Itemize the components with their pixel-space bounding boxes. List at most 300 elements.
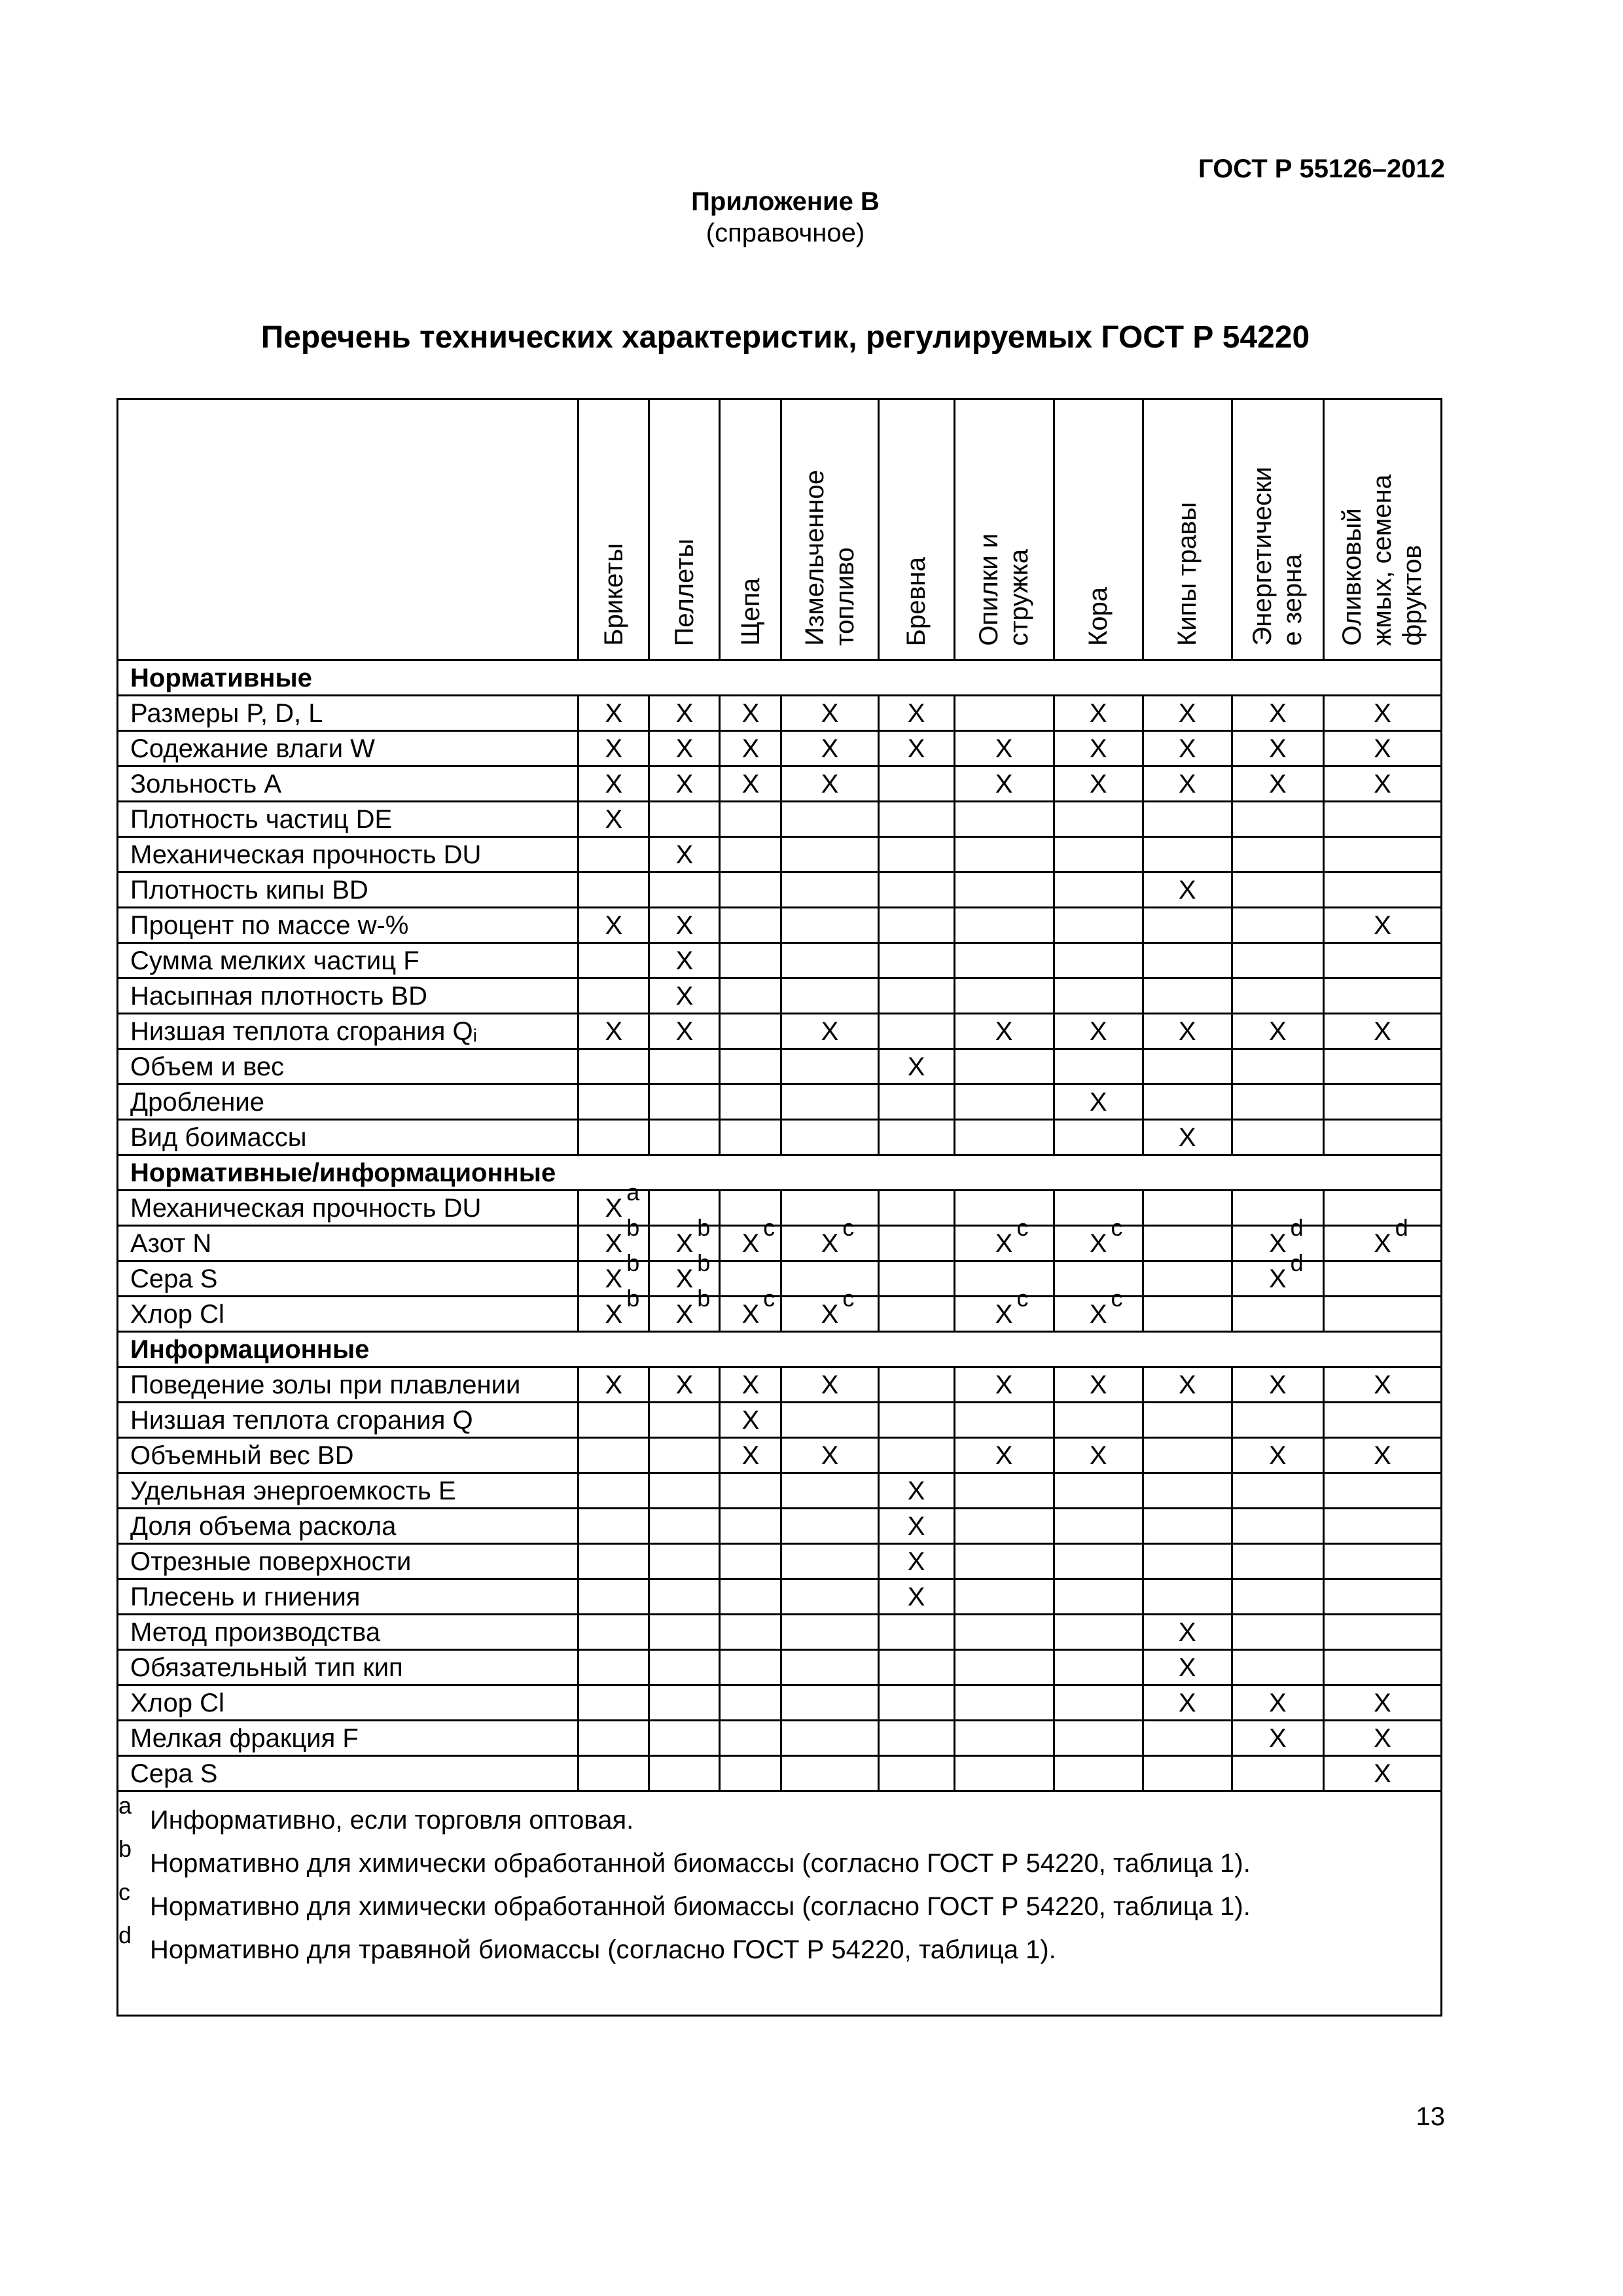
- cell-footnote-marker: b: [626, 1285, 640, 1312]
- row-label: Процент по массе w-%: [118, 908, 579, 943]
- cell-mark: X: [821, 734, 839, 763]
- table-cell: [1054, 731, 1143, 766]
- table-cell: [649, 943, 720, 978]
- table-cell: [649, 1615, 720, 1650]
- table-cell: [579, 1438, 649, 1473]
- table-cell: [781, 1544, 878, 1579]
- row-label: Насыпная плотность BD: [118, 978, 579, 1014]
- row-label: Азот N: [118, 1226, 579, 1261]
- cell-mark: X: [1374, 1688, 1391, 1717]
- section-row: [118, 1155, 1442, 1191]
- column-header: [1232, 399, 1323, 660]
- table-cell: [720, 1721, 781, 1756]
- table-cell: [579, 837, 649, 872]
- cell-footnote-marker: d: [1290, 1214, 1304, 1241]
- page-number: 13: [1416, 2102, 1445, 2131]
- table-cell: [720, 1403, 781, 1438]
- table-cell: [1143, 1721, 1232, 1756]
- table-cell: [878, 1049, 954, 1085]
- table-cell: [720, 1509, 781, 1544]
- cell-mark: X: [675, 698, 694, 728]
- cell-mark: X: [741, 769, 760, 798]
- table-cell: [649, 872, 720, 908]
- table-cell: [579, 696, 649, 731]
- table-cell: [1054, 1579, 1143, 1615]
- table-cell: [878, 1226, 954, 1261]
- cell-mark: X: [1178, 769, 1196, 798]
- cell-mark: X: [1374, 1759, 1391, 1788]
- table-cell: [878, 1509, 954, 1544]
- table-cell: [1054, 908, 1143, 943]
- table-cell: [1232, 1756, 1323, 1791]
- document-title: Перечень технических характеристик, регулируемых ГОСТ Р 54220: [260, 320, 1310, 355]
- table-cell: [954, 802, 1054, 837]
- cell-mark: X: [605, 1264, 623, 1293]
- table-cell: [878, 908, 954, 943]
- table-cell: [649, 1367, 720, 1403]
- cell-mark: X: [741, 698, 760, 728]
- table-cell: [1232, 943, 1323, 978]
- table-cell: [781, 1120, 878, 1155]
- footnote-letter: a: [118, 1792, 132, 1819]
- column-header: [649, 399, 720, 660]
- table-cell: [649, 696, 720, 731]
- table-cell: [1054, 1285, 1143, 1332]
- table-cell: [1143, 1226, 1232, 1261]
- cell-mark: X: [907, 1547, 925, 1576]
- table-cell: [1232, 1214, 1323, 1261]
- table-cell: [1054, 1214, 1143, 1261]
- table-cell: [1143, 766, 1232, 802]
- column-header-label: Пеллеты: [669, 538, 699, 646]
- cell-mark: X: [1178, 1688, 1196, 1717]
- cell-mark: X: [605, 1016, 623, 1046]
- row-label: Плотность частиц DE: [118, 802, 579, 837]
- table-cell: [1232, 696, 1323, 731]
- table-cell: [954, 837, 1054, 872]
- table-cell: [781, 766, 878, 802]
- table-cell: [720, 978, 781, 1014]
- table-cell: [954, 1650, 1054, 1685]
- cell-mark: X: [1374, 734, 1391, 763]
- row-label: Сера S: [118, 1261, 579, 1297]
- table-cell: [781, 1473, 878, 1509]
- table-cell: [579, 1615, 649, 1650]
- table-cell: [649, 1685, 720, 1721]
- section-title: Нормативные/информационные: [118, 1155, 1442, 1191]
- table-row: [118, 872, 1442, 908]
- table-cell: [878, 872, 954, 908]
- table-cell: [1054, 978, 1143, 1014]
- table-cell: [1323, 1214, 1441, 1261]
- table-row: [118, 1615, 1442, 1650]
- table-row: [118, 766, 1442, 802]
- column-header-label: Оливковый жмых, семена фруктов: [1338, 475, 1427, 646]
- table-cell: [1232, 1367, 1323, 1403]
- table-cell: [1323, 731, 1441, 766]
- row-label: Обязательный тип кип: [118, 1650, 579, 1685]
- cell-mark: X: [1268, 1264, 1287, 1293]
- table-cell: [1323, 1261, 1441, 1297]
- table-cell: [720, 1615, 781, 1650]
- row-label: Вид боимассы: [118, 1120, 579, 1155]
- cell-mark: X: [1268, 698, 1287, 728]
- table-row: [118, 1509, 1442, 1544]
- column-header: [781, 399, 878, 660]
- table-cell: [579, 1367, 649, 1403]
- table-cell: [1143, 1297, 1232, 1332]
- cell-footnote-marker: b: [697, 1214, 711, 1241]
- table-cell: [781, 1579, 878, 1615]
- table-row: [118, 1191, 1442, 1226]
- footnote-letter: b: [118, 1835, 132, 1862]
- table-cell: [781, 1650, 878, 1685]
- table-cell: [1232, 731, 1323, 766]
- table-cell: [720, 1014, 781, 1049]
- cell-mark: X: [675, 910, 694, 940]
- table-cell: [1323, 1438, 1441, 1473]
- table-cell: [781, 1367, 878, 1403]
- table-cell: [649, 1579, 720, 1615]
- table-cell: [878, 1367, 954, 1403]
- table-cell: [720, 908, 781, 943]
- cell-footnote-marker: c: [1111, 1214, 1123, 1241]
- table-cell: [1323, 766, 1441, 802]
- row-label: Доля объема раскола: [118, 1509, 579, 1544]
- table-cell: [649, 1756, 720, 1791]
- table-cell: [720, 696, 781, 731]
- table-cell: [720, 943, 781, 978]
- table-cell: [954, 696, 1054, 731]
- table-cell: [1323, 1615, 1441, 1650]
- table-cell: [1143, 1367, 1232, 1403]
- table-cell: [1054, 1014, 1143, 1049]
- table-cell: [1323, 1756, 1441, 1791]
- table-cell: [720, 1650, 781, 1685]
- column-header-label: Опилки и стружка: [974, 533, 1034, 646]
- table-cell: [720, 1049, 781, 1085]
- table-cell: [781, 1721, 878, 1756]
- table-cell: [579, 1650, 649, 1685]
- cell-mark: X: [995, 734, 1013, 763]
- footnote-text: Нормативно для химически обработанной биомассы (согласно ГОСТ Р 54220, таблица 1).: [150, 1892, 1251, 1921]
- table-row: [118, 1473, 1442, 1509]
- table-cell: [720, 1473, 781, 1509]
- table-cell: [1232, 1085, 1323, 1120]
- table-row: [118, 1297, 1442, 1332]
- table-cell: [954, 1049, 1054, 1085]
- cell-mark: X: [741, 734, 760, 763]
- table-cell: [1232, 872, 1323, 908]
- row-label: Отрезные поверхности: [118, 1544, 579, 1579]
- table-cell: [1143, 837, 1232, 872]
- table-cell: [878, 1544, 954, 1579]
- column-header: [1143, 399, 1232, 660]
- table-cell: [1054, 1438, 1143, 1473]
- cell-mark: X: [675, 1299, 694, 1329]
- table-cell: [781, 908, 878, 943]
- table-cell: [1232, 908, 1323, 943]
- row-label: Сера S: [118, 1756, 579, 1791]
- cell-mark: X: [675, 1016, 694, 1046]
- cell-mark: X: [605, 734, 623, 763]
- document-code: ГОСТ Р 55126–2012: [1198, 154, 1445, 183]
- cell-mark: X: [1268, 734, 1287, 763]
- table-cell: [1232, 1509, 1323, 1544]
- table-row: [118, 1579, 1442, 1615]
- cell-mark: X: [821, 698, 839, 728]
- cell-footnote-marker: c: [842, 1285, 855, 1312]
- table-cell: [954, 1014, 1054, 1049]
- appendix-subtitle: (справочное): [705, 219, 865, 247]
- table-cell: [1054, 1685, 1143, 1721]
- row-label: Дробление: [118, 1085, 579, 1120]
- row-label: Хлор Cl: [118, 1685, 579, 1721]
- cell-mark: X: [1178, 734, 1196, 763]
- cell-footnote-marker: c: [763, 1285, 776, 1312]
- table-cell: [1143, 1191, 1232, 1226]
- table-cell: [1323, 1297, 1441, 1332]
- table-cell: [1323, 1473, 1441, 1509]
- row-label: Хлор Cl: [118, 1297, 579, 1332]
- table-cell: [1143, 1650, 1232, 1685]
- row-label: Низшая теплота сгорания Qᵢ: [118, 1014, 579, 1049]
- cell-mark: X: [1374, 698, 1391, 728]
- table-cell: [579, 766, 649, 802]
- table-cell: [878, 802, 954, 837]
- column-header: [954, 399, 1054, 660]
- table-cell: [1323, 1544, 1441, 1579]
- table-cell: [1323, 1085, 1441, 1120]
- table-cell: [649, 1721, 720, 1756]
- table-cell: [1323, 1403, 1441, 1438]
- table-cell: [720, 1579, 781, 1615]
- table-cell: [1232, 978, 1323, 1014]
- cell-footnote-marker: c: [1111, 1285, 1123, 1312]
- table-cell: [1232, 766, 1323, 802]
- table-cell: [1054, 1120, 1143, 1155]
- table-cell: [1054, 872, 1143, 908]
- table-cell: [878, 1579, 954, 1615]
- cell-footnote-marker: b: [626, 1249, 640, 1276]
- row-label: Поведение золы при плавлении: [118, 1367, 579, 1403]
- footnote-text: Нормативно для травяной биомассы (согласно ГОСТ Р 54220, таблица 1).: [150, 1935, 1056, 1964]
- table-cell: [1143, 1120, 1232, 1155]
- table-cell: [781, 1285, 878, 1332]
- table-cell: [1143, 1509, 1232, 1544]
- cell-mark: X: [1268, 1016, 1287, 1046]
- table-cell: [781, 1261, 878, 1297]
- row-label: Метод производства: [118, 1615, 579, 1650]
- table-cell: [781, 1685, 878, 1721]
- table-cell: [1143, 872, 1232, 908]
- table-cell: [1232, 1544, 1323, 1579]
- table-cell: [781, 1615, 878, 1650]
- table-row: [118, 837, 1442, 872]
- table-cell: [954, 1403, 1054, 1438]
- cell-mark: X: [1268, 1723, 1287, 1753]
- table-row: [118, 1014, 1442, 1049]
- cell-mark: X: [675, 946, 694, 975]
- table-cell: [954, 1473, 1054, 1509]
- cell-mark: X: [1178, 1617, 1196, 1647]
- cell-mark: X: [675, 1370, 694, 1399]
- cell-mark: X: [1178, 1016, 1196, 1046]
- table-cell: [1323, 1191, 1441, 1226]
- table-cell: [579, 1756, 649, 1791]
- table-cell: [954, 1085, 1054, 1120]
- cell-footnote-marker: c: [1016, 1285, 1029, 1312]
- table-cell: [720, 1544, 781, 1579]
- table-cell: [1054, 696, 1143, 731]
- table-cell: [720, 1085, 781, 1120]
- table-cell: [954, 1261, 1054, 1297]
- table-row: [118, 696, 1442, 731]
- table-cell: [649, 1438, 720, 1473]
- table-cell: [649, 1473, 720, 1509]
- table-cell: [720, 1438, 781, 1473]
- table-cell: [1143, 1756, 1232, 1791]
- table-cell: [649, 1014, 720, 1049]
- table-cell: [1232, 1120, 1323, 1155]
- cell-footnote-marker: c: [842, 1214, 855, 1241]
- column-header-label: Кипы травы: [1173, 502, 1202, 646]
- table-row: [118, 1756, 1442, 1791]
- column-header-label: Бревна: [902, 556, 931, 646]
- cell-footnote-marker: b: [697, 1249, 711, 1276]
- table-cell: [1054, 1509, 1143, 1544]
- table-cell: [649, 731, 720, 766]
- cell-mark: X: [605, 698, 623, 728]
- header-corner: [118, 399, 579, 660]
- cell-mark: X: [1178, 698, 1196, 728]
- table-cell: [1143, 1014, 1232, 1049]
- column-header: [579, 399, 649, 660]
- table-cell: [720, 1367, 781, 1403]
- cell-mark: X: [741, 1299, 760, 1329]
- table-cell: [1232, 802, 1323, 837]
- table-cell: [878, 1721, 954, 1756]
- table-cell: [1143, 978, 1232, 1014]
- table-cell: [1143, 943, 1232, 978]
- table-row: [118, 978, 1442, 1014]
- table-cell: [954, 1509, 1054, 1544]
- table-cell: [579, 1120, 649, 1155]
- table-cell: [579, 802, 649, 837]
- table-cell: [781, 837, 878, 872]
- table-cell: [781, 1403, 878, 1438]
- table-cell: [781, 1214, 878, 1261]
- table-cell: [579, 943, 649, 978]
- table-cell: [649, 908, 720, 943]
- table-cell: [1232, 1650, 1323, 1685]
- table-cell: [878, 1014, 954, 1049]
- cell-footnote-marker: a: [626, 1179, 640, 1206]
- table-cell: [1323, 872, 1441, 908]
- cell-footnote-marker: b: [697, 1285, 711, 1312]
- table-cell: [1323, 943, 1441, 978]
- table-cell: [1054, 1403, 1143, 1438]
- table-cell: [1143, 1685, 1232, 1721]
- cell-mark: X: [605, 1229, 623, 1258]
- table-cell: [878, 1120, 954, 1155]
- table-cell: [649, 1085, 720, 1120]
- table-cell: [878, 978, 954, 1014]
- cell-mark: X: [821, 1016, 839, 1046]
- cell-mark: X: [605, 1299, 623, 1329]
- table-cell: [1323, 802, 1441, 837]
- cell-mark: X: [1089, 1441, 1107, 1470]
- table-cell: [781, 1085, 878, 1120]
- table-cell: [954, 1615, 1054, 1650]
- table-cell: [1323, 908, 1441, 943]
- table-cell: [1054, 1049, 1143, 1085]
- table-cell: [1054, 1615, 1143, 1650]
- table-cell: [878, 1191, 954, 1226]
- cell-mark: X: [907, 1511, 925, 1541]
- cell-mark: X: [1089, 1087, 1107, 1117]
- table-cell: [781, 1438, 878, 1473]
- row-label: Механическая прочность DU: [118, 1191, 579, 1226]
- cell-mark: X: [1374, 1723, 1391, 1753]
- cell-footnote-marker: d: [1290, 1249, 1304, 1276]
- table-cell: [954, 943, 1054, 978]
- table-cell: [649, 978, 720, 1014]
- cell-mark: X: [1178, 875, 1196, 905]
- table-cell: [781, 731, 878, 766]
- table-row: [118, 1650, 1442, 1685]
- table-cell: [1323, 1049, 1441, 1085]
- table-cell: [1143, 1473, 1232, 1509]
- table-cell: [649, 802, 720, 837]
- cell-mark: X: [1178, 1370, 1196, 1399]
- cell-mark: X: [821, 1441, 839, 1470]
- table-cell: [781, 1191, 878, 1226]
- row-label: Плесень и гниения: [118, 1579, 579, 1615]
- table-cell: [649, 1285, 720, 1332]
- table-cell: [1054, 766, 1143, 802]
- table-cell: [579, 1509, 649, 1544]
- table-cell: [720, 1285, 781, 1332]
- table-cell: [878, 1615, 954, 1650]
- table-cell: [649, 1544, 720, 1579]
- table-cell: [781, 1049, 878, 1085]
- table-cell: [878, 837, 954, 872]
- table-cell: [649, 1120, 720, 1155]
- table-cell: [1323, 978, 1441, 1014]
- characteristics-table-container: [116, 398, 1442, 2017]
- table-cell: [781, 978, 878, 1014]
- table-cell: [1323, 1721, 1441, 1756]
- section-row: [118, 660, 1442, 696]
- cell-mark: X: [1268, 1229, 1287, 1258]
- footnote: [118, 1835, 1434, 1885]
- table-cell: [878, 1261, 954, 1297]
- table-row: [118, 802, 1442, 837]
- table-cell: [1143, 908, 1232, 943]
- footnote-letter: d: [118, 1922, 132, 1948]
- table-cell: [1323, 1120, 1441, 1155]
- row-label: Механическая прочность DU: [118, 837, 579, 872]
- cell-mark: X: [605, 1370, 623, 1399]
- cell-mark: X: [1268, 1688, 1287, 1717]
- table-cell: [579, 1473, 649, 1509]
- section-row: [118, 1332, 1442, 1367]
- table-cell: [1054, 1261, 1143, 1297]
- row-label: Содежание влаги W: [118, 731, 579, 766]
- cell-mark: X: [995, 1370, 1013, 1399]
- table-cell: [579, 908, 649, 943]
